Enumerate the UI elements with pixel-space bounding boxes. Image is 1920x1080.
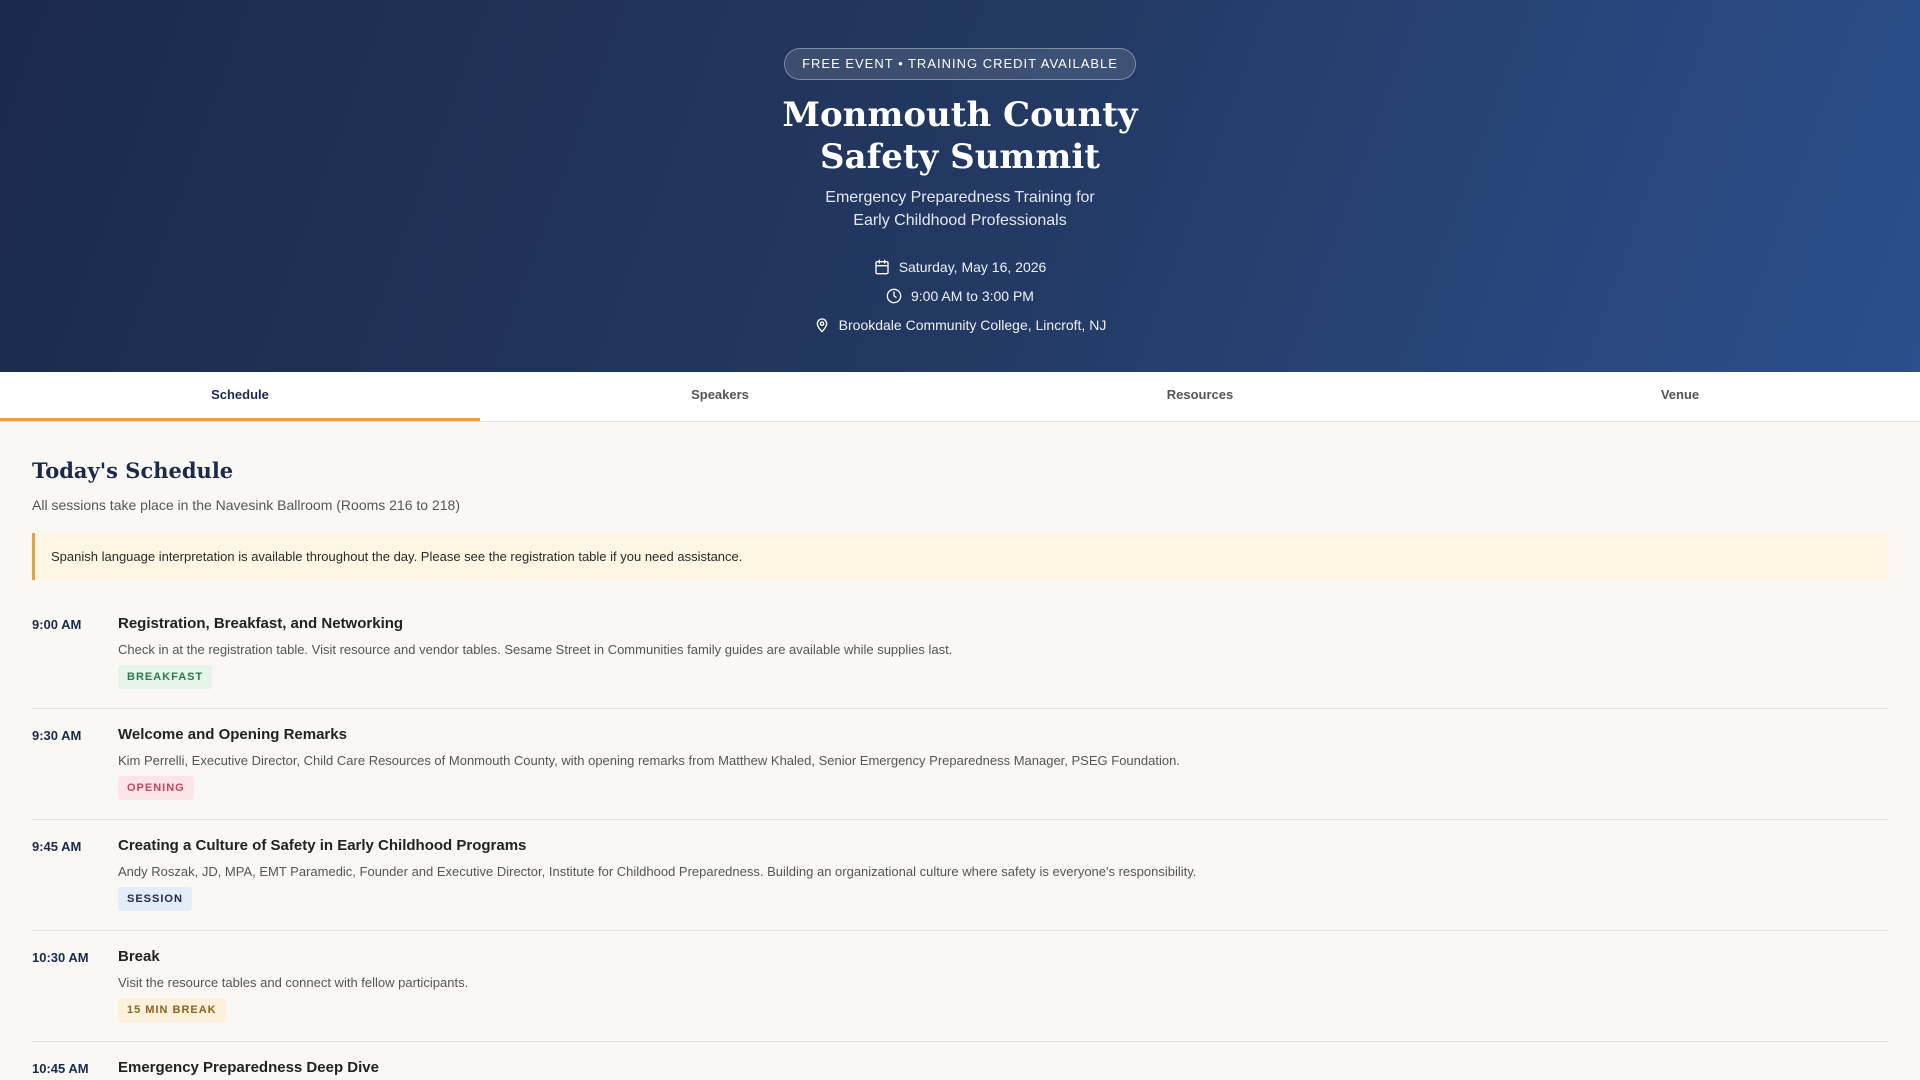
subtitle-line-1: Emergency Preparedness Training for xyxy=(825,189,1095,206)
title-line-1: Monmouth County xyxy=(782,95,1138,135)
section-title: Today's Schedule xyxy=(32,458,234,483)
event-date-text: Saturday, May 16, 2026 xyxy=(898,258,1047,275)
event-meta xyxy=(814,252,1107,339)
event-time xyxy=(886,281,1034,310)
tab-resources[interactable]: Resources xyxy=(1166,387,1234,402)
session-title: Break xyxy=(118,948,160,965)
session-time: 10:30 AM xyxy=(32,950,89,965)
session-time: 10:45 AM xyxy=(32,1061,89,1076)
subtitle-line-2: Early Childhood Professionals xyxy=(853,212,1067,229)
tab-speakers[interactable]: Speakers xyxy=(691,387,749,402)
schedule-item xyxy=(32,931,1888,1042)
event-location xyxy=(814,310,1107,339)
event-time-text: 9:00 AM to 3:00 PM xyxy=(911,287,1034,304)
event-date xyxy=(874,252,1047,281)
page-subtitle xyxy=(825,186,1094,232)
title-line-2: Safety Summit xyxy=(820,137,1100,177)
session-description: Kim Perrelli, Executive Director, Child Care Resources of Monmouth County, with opening remarks from Matthew Khaled, Senior Emergency Preparedness Manager, PSEG Foundation. xyxy=(118,753,1180,768)
session-tag: 15 MIN BREAK xyxy=(118,998,226,1022)
session-description: Visit the resource tables and connect with fellow participants. xyxy=(118,975,469,990)
map-pin-icon xyxy=(814,317,830,333)
tab-schedule[interactable]: Schedule xyxy=(0,372,480,421)
session-title: Welcome and Opening Remarks xyxy=(118,726,347,743)
clock-icon xyxy=(886,288,902,304)
session-title: Emergency Preparedness Deep Dive xyxy=(118,1059,379,1076)
event-badge: FREE EVENT • TRAINING CREDIT AVAILABLE xyxy=(784,48,1136,80)
session-tag: BREAKFAST xyxy=(118,665,212,689)
tab-bar xyxy=(0,372,1920,422)
session-description: Check in at the registration table. Visit resource and vendor tables. Sesame Street in Communities family guides are available while supplies last. xyxy=(118,642,953,657)
session-title: Registration, Breakfast, and Networking xyxy=(118,615,404,632)
hero-banner xyxy=(0,0,1920,372)
schedule-list xyxy=(32,598,1888,1080)
schedule-item xyxy=(32,1042,1888,1080)
session-description: Andy Roszak, JD, MPA, EMT Paramedic, Founder and Executive Director, Institute for Childhood Preparedness. Building an organizational culture where safety is everyone's responsibility. xyxy=(118,864,1197,879)
session-tag: OPENING xyxy=(118,776,194,800)
event-location-text: Brookdale Community College, Lincroft, NJ xyxy=(838,316,1107,333)
session-title: Creating a Culture of Safety in Early Childhood Programs xyxy=(118,837,527,854)
session-time: 9:00 AM xyxy=(32,617,82,632)
session-time: 9:30 AM xyxy=(32,728,82,743)
section-subtitle: All sessions take place in the Navesink Ballroom (Rooms 216 to 218) xyxy=(32,497,460,513)
schedule-item xyxy=(32,598,1888,709)
schedule-item xyxy=(32,709,1888,820)
session-time: 9:45 AM xyxy=(32,839,82,854)
page-title xyxy=(782,94,1137,178)
calendar-icon xyxy=(874,259,890,275)
tab-venue[interactable]: Venue xyxy=(1660,387,1700,402)
interpretation-notice: Spanish language interpretation is available throughout the day. Please see the registration table if you need assistance. xyxy=(32,533,1888,580)
session-tag: SESSION xyxy=(118,887,192,911)
schedule-section xyxy=(0,422,1920,1080)
schedule-item xyxy=(32,820,1888,931)
